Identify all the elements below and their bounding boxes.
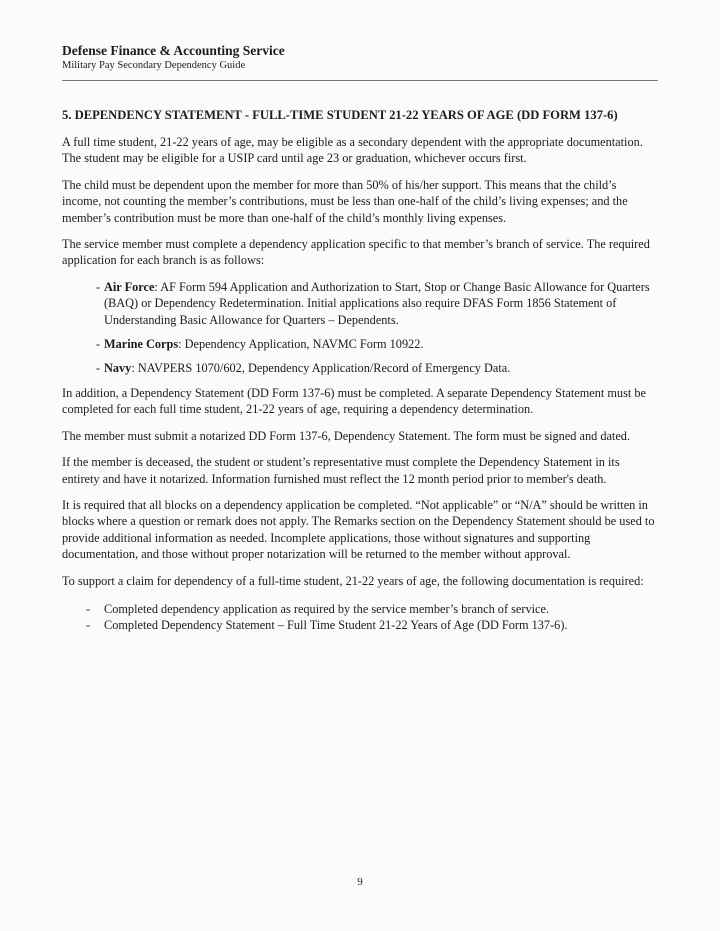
branch-item-marine-corps bbox=[62, 336, 658, 352]
paragraph-application: The service member must complete a dependency application specific to that member’s branch of service. The required application for each branch is as follows: bbox=[62, 237, 650, 268]
branch-name: Marine Corps bbox=[104, 337, 179, 352]
paragraph-eligibility: A full time student, 21-22 years of age, may be eligible as a secondary dependent with the appropriate documentation. The student may be eligible for a USIP card until age 23 or graduation, whichever occurs first. bbox=[62, 135, 643, 166]
branch-text: : NAVPERS 1070/602, Dependency Application/Record of Emergency Data. bbox=[131, 361, 511, 376]
branch-item-navy bbox=[62, 360, 658, 376]
list-dash: - bbox=[96, 361, 101, 376]
list-dash: - bbox=[96, 279, 101, 294]
branch-name: Air Force bbox=[104, 279, 155, 294]
paragraph-documentation-intro: To support a claim for dependency of a full-time student, 21-22 years of age, the following documentation is required: bbox=[62, 573, 644, 588]
documentation-item bbox=[62, 617, 658, 633]
documentation-list bbox=[62, 601, 658, 634]
list-dash: - bbox=[96, 337, 101, 352]
page-header bbox=[62, 43, 658, 73]
page-number: 9 bbox=[357, 876, 363, 888]
organization-name: Defense Finance & Accounting Service bbox=[62, 43, 285, 58]
guide-title: Military Pay Secondary Dependency Guide bbox=[62, 60, 246, 71]
branch-item-air-force bbox=[62, 279, 658, 328]
list-dash: - bbox=[86, 601, 91, 616]
branch-text: : Dependency Application, NAVMC Form 10922. bbox=[178, 337, 424, 352]
section-heading: 5. DEPENDENCY STATEMENT - FULL-TIME STUDENT 21-22 YEARS OF AGE (DD FORM 137-6) bbox=[62, 108, 618, 122]
paragraph-blocks-required: It is required that all blocks on a dependency application be completed. “Not applicable” or “N/A” should be written in blocks where a question or remark does not apply. The Remarks section on the Dependency Statement should be used to provide additional information as needed. Incomplete applications, those without signatures and supporting documentation, and those without proper notarization will be returned to the member without approval. bbox=[62, 497, 655, 562]
header-divider bbox=[62, 80, 658, 81]
documentation-text: Completed dependency application as required by the service member’s branch of service. bbox=[104, 601, 550, 616]
paragraph-dependency-statement: In addition, a Dependency Statement (DD Form 137-6) must be completed. A separate Dependency Statement must be completed for each full time student, 21-22 years of age, requiring a dependency determination. bbox=[62, 385, 646, 417]
documentation-item bbox=[62, 601, 658, 617]
paragraph-deceased: If the member is deceased, the student or student’s representative must complete the Dependency Statement in its entirety and have it notarized. Information furnished must reflect the 12 month period prior to member's death. bbox=[62, 455, 620, 486]
section-content bbox=[62, 107, 658, 634]
branch-text: : AF Form 594 Application and Authorization to Start, Stop or Change Basic Allowance for Quarters (BAQ) or Dependency Redetermination. Initial applications also require DFAS Form 1856 Statement of Understanding Basic Allowance for Quarters – Dependents. bbox=[104, 279, 650, 327]
paragraph-support: The child must be dependent upon the member for more than 50% of his/her support. This means that the child’s income, not counting the member’s contributions, must be less than one-half of the child’s living expenses; and the member’s contribution must be more than one-half of the child’s monthly living expenses. bbox=[62, 177, 628, 225]
paragraph-notarized: The member must submit a notarized DD Form 137-6, Dependency Statement. The form must be signed and dated. bbox=[62, 428, 631, 443]
list-dash: - bbox=[86, 618, 91, 633]
branch-list bbox=[62, 279, 658, 377]
documentation-text: Completed Dependency Statement – Full Time Student 21-22 Years of Age (DD Form 137-6). bbox=[104, 618, 568, 633]
branch-name: Navy bbox=[104, 361, 132, 376]
